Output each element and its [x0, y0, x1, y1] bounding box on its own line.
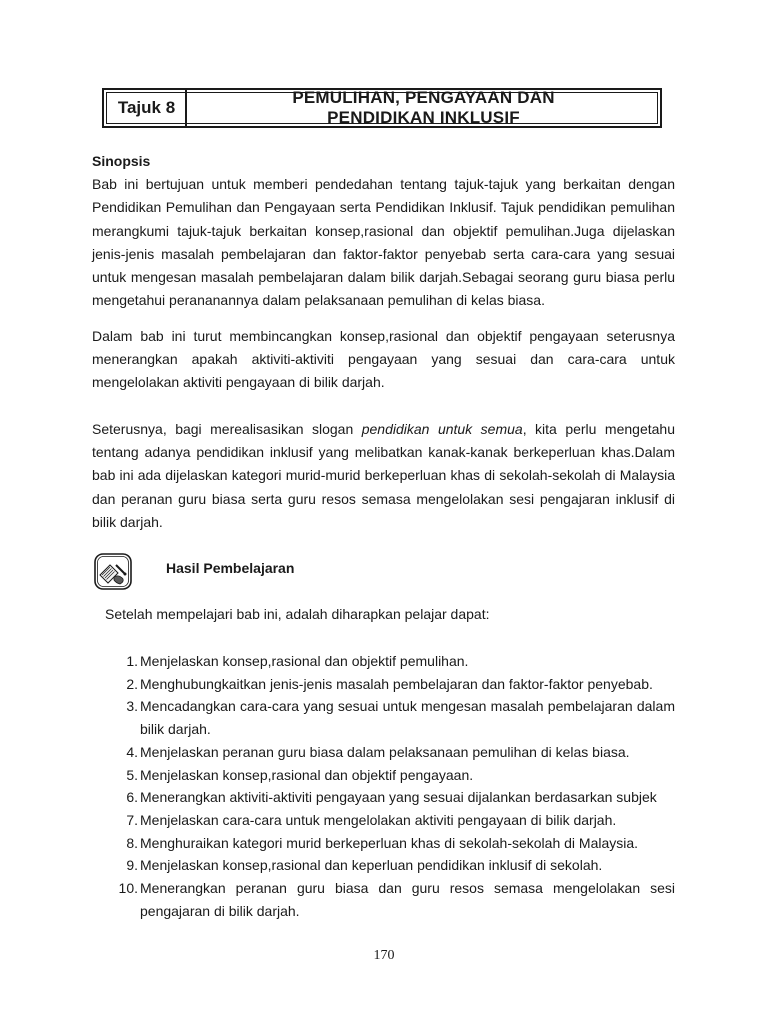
list-number: 2. [126, 675, 138, 692]
list-item [106, 854, 675, 877]
list-item-text: Menghubungkaitkan jenis-jenis masalah pembelajaran dan faktor-faktor penyebab. [140, 675, 653, 692]
list-number: 1. [126, 653, 138, 669]
list-item-text: Menjelaskan cara-cara untuk mengelolakan aktiviti pengayaan di bilik darjah. [140, 811, 617, 828]
sinopsis-paragraph-3 [92, 418, 675, 534]
list-item-text: Mencadangkan cara-cara yang sesuai untuk mengesan masalah pembelajaran dalam bilik darjah. [140, 698, 675, 738]
chapter-title-box [102, 88, 662, 128]
paragraph-3-text-start: Seterusnya, bagi merealisasikan slogan [92, 421, 362, 437]
list-item-text: Menjelaskan konsep,rasional dan objektif pengayaan. [140, 766, 474, 783]
list-number: 5. [126, 766, 138, 783]
sinopsis-paragraph-2: Dalam bab ini turut membincangkan konsep,rasional dan objektif pengayaan seterusnya menerangkan apakah aktiviti-aktiviti pengayaan yang sesuai dan cara-cara untuk mengelolakan aktiviti pengayaan di bilik darjah. [92, 328, 675, 391]
list-item [106, 832, 675, 855]
paragraph-3-text-end: , kita perlu mengetahu tentang adanya pendidikan inklusif yang melibatkan kanak-kanak berkeperluan khas.Dalam bab ini ada dijelaskan kategori murid-murid berkeperluan khas di sekolah-sekolah di Malaysia dan peranan guru biasa serta guru resos semasa mengelolakan sesi pengajaran inklusif di bilik darjah. [92, 421, 675, 530]
sinopsis-section [92, 150, 675, 312]
list-item [106, 786, 675, 809]
list-item-text: Menghuraikan kategori murid berkeperluan khas di sekolah-sekolah di Malaysia. [140, 834, 639, 851]
list-item [106, 764, 675, 787]
list-number: 9. [126, 857, 138, 874]
chapter-title [187, 90, 660, 126]
list-number: 8. [126, 834, 138, 851]
list-item-text: Menjelaskan konsep,rasional dan objektif pemulihan. [140, 653, 469, 669]
page-number: 170 [373, 948, 395, 963]
list-item-text: Menerangkan aktiviti-aktiviti pengayaan yang sesuai dijalankan berdasarkan subjek [140, 789, 657, 806]
list-item-text: Menerangkan peranan guru biasa dan guru resos semasa mengelolakan sesi pengajaran di bilik darjah. [140, 880, 675, 919]
learning-outcomes-heading: Hasil Pembelajaran [166, 560, 295, 576]
list-item [106, 877, 675, 922]
list-number: 10. [118, 880, 138, 897]
list-item-text: Menjelaskan peranan guru biasa dalam pelaksanaan pemulihan di kelas biasa. [140, 743, 630, 760]
slogan-text: pendidikan untuk semua [361, 421, 523, 437]
learning-outcomes-intro: Setelah mempelajari bab ini, adalah diharapkan pelajar dapat: [105, 606, 490, 622]
list-number: 6. [126, 789, 138, 806]
book-hand-icon [94, 553, 132, 590]
chapter-title-line-2: PENDIDIKAN INKLUSIF [327, 108, 520, 127]
list-item [106, 695, 675, 740]
list-item [106, 650, 675, 673]
list-number: 3. [126, 698, 138, 715]
list-item [106, 673, 675, 696]
list-number: 7. [126, 811, 138, 828]
list-item [106, 809, 675, 832]
learning-outcomes-list [106, 650, 675, 922]
list-item [106, 741, 675, 764]
sinopsis-heading: Sinopsis [92, 153, 151, 169]
sinopsis-paragraph-1: Bab ini bertujuan untuk memberi pendedahan tentang tajuk-tajuk yang berkaitan dengan Pendidikan Pemulihan dan Pengayaan serta Pendidikan Inklusif. Tajuk pendidikan pemulihan merangkumi tajuk-tajuk berkaitan konsep,rasional dan objektif pemulihan.Juga dijelaskan jenis-jenis masalah pembelajaran dan faktor-faktor penyebab serta cara-cara yang sesuai untuk mengesan masalah pembelajaran dalam bilik darjah.Sebagai seorang guru biasa perlu mengetahui perananannya dalam pelaksanaan pemulihan di kelas biasa. [92, 176, 675, 309]
list-item-text: Menjelaskan konsep,rasional dan keperluan pendidikan inklusif di sekolah. [140, 857, 603, 874]
chapter-number: Tajuk 8 [104, 90, 187, 126]
chapter-title-line-1: PEMULIHAN, PENGAYAAN DAN [292, 88, 555, 107]
list-number: 4. [126, 743, 138, 760]
